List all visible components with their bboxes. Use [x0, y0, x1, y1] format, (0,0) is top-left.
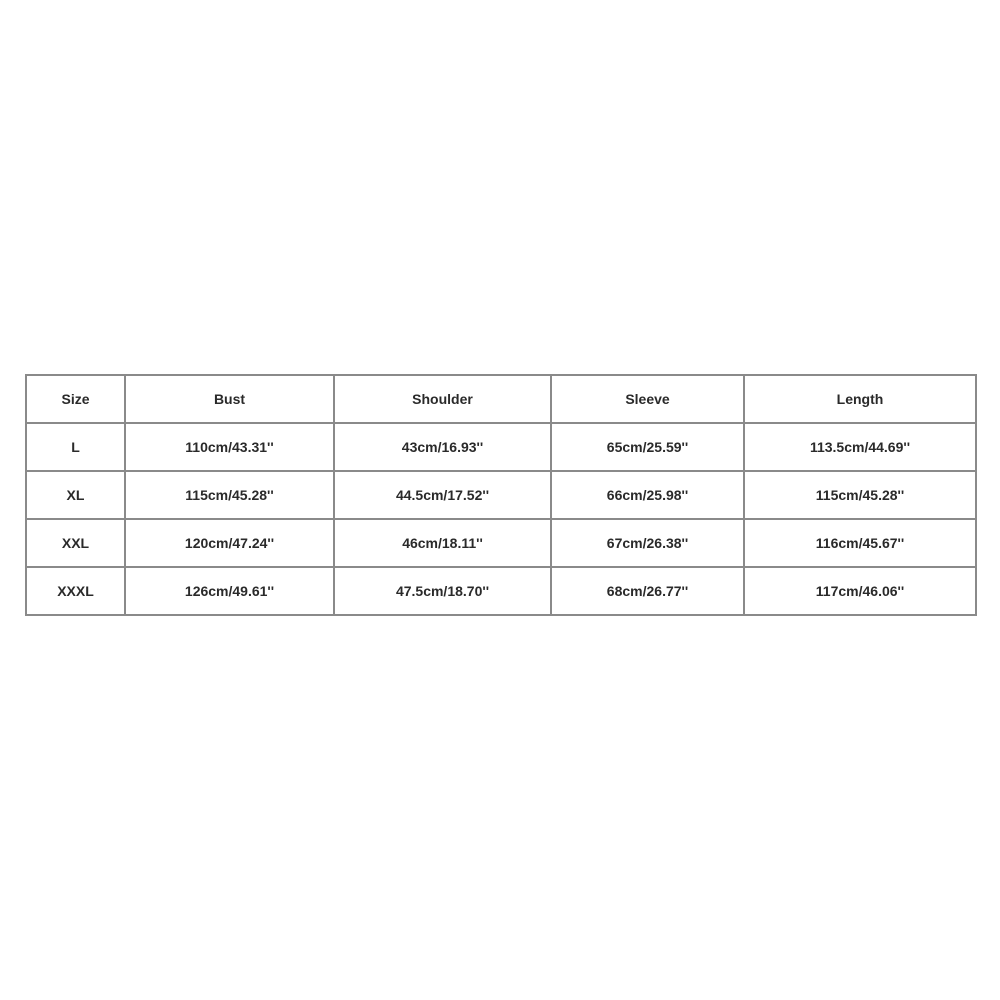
header-length: Length [744, 375, 976, 423]
cell-sleeve: 65cm/25.59'' [551, 423, 744, 471]
cell-sleeve: 68cm/26.77'' [551, 567, 744, 615]
cell-shoulder: 44.5cm/17.52'' [334, 471, 551, 519]
cell-bust: 110cm/43.31'' [125, 423, 334, 471]
header-sleeve: Sleeve [551, 375, 744, 423]
table-row [26, 567, 976, 615]
cell-length: 113.5cm/44.69'' [744, 423, 976, 471]
cell-shoulder: 46cm/18.11'' [334, 519, 551, 567]
cell-sleeve: 67cm/26.38'' [551, 519, 744, 567]
cell-length: 115cm/45.28'' [744, 471, 976, 519]
cell-bust: 115cm/45.28'' [125, 471, 334, 519]
table-row [26, 519, 976, 567]
cell-length: 117cm/46.06'' [744, 567, 976, 615]
cell-size: XL [26, 471, 125, 519]
header-size: Size [26, 375, 125, 423]
cell-shoulder: 47.5cm/18.70'' [334, 567, 551, 615]
table-header-row [26, 375, 976, 423]
header-shoulder: Shoulder [334, 375, 551, 423]
cell-size: XXL [26, 519, 125, 567]
table-row [26, 423, 976, 471]
cell-size: L [26, 423, 125, 471]
cell-bust: 120cm/47.24'' [125, 519, 334, 567]
table-row [26, 471, 976, 519]
header-bust: Bust [125, 375, 334, 423]
cell-sleeve: 66cm/25.98'' [551, 471, 744, 519]
cell-shoulder: 43cm/16.93'' [334, 423, 551, 471]
cell-length: 116cm/45.67'' [744, 519, 976, 567]
cell-size: XXXL [26, 567, 125, 615]
cell-bust: 126cm/49.61'' [125, 567, 334, 615]
size-chart-table [25, 374, 977, 616]
